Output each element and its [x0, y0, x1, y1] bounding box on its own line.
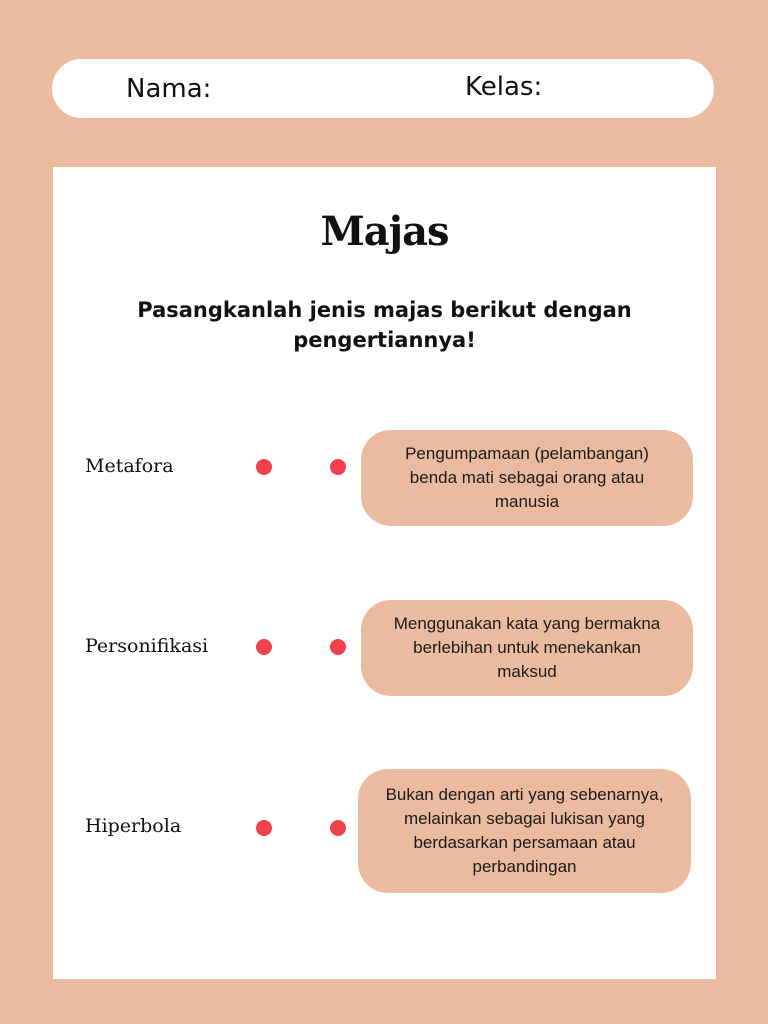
right-match-dot-3[interactable]	[330, 820, 346, 836]
name-class-header	[52, 59, 714, 118]
definition-text-3: Bukan dengan arti yang sebenarnya, melainkan sebagai lukisan yang berdasarkan persamaan atau perbandingan	[385, 785, 664, 876]
kelas-label: Kelas:	[465, 72, 543, 102]
nama-label: Nama:	[126, 74, 212, 104]
term-personifikasi: Personifikasi	[85, 635, 209, 657]
left-match-dot-1[interactable]	[256, 459, 272, 475]
page-title: Majas	[320, 208, 449, 255]
right-match-dot-1[interactable]	[330, 459, 346, 475]
term-metafora: Metafora	[85, 455, 174, 477]
term-hiperbola: Hiperbola	[85, 815, 182, 837]
definition-text-1: Pengumpamaan (pelambangan) benda mati sebagai orang atau manusia	[405, 444, 649, 511]
left-match-dot-2[interactable]	[256, 639, 272, 655]
right-match-dot-2[interactable]	[330, 639, 346, 655]
definition-text-2: Menggunakan kata yang bermakna berlebihan untuk menekankan maksud	[393, 614, 661, 681]
instruction-text: Pasangkanlah jenis majas berikut dengan pengertiannya!	[137, 298, 632, 352]
left-match-dot-3[interactable]	[256, 820, 272, 836]
worksheet-card	[53, 167, 716, 979]
definition-card-1	[361, 430, 693, 526]
definition-card-3	[358, 769, 691, 893]
definition-card-2	[361, 600, 693, 696]
